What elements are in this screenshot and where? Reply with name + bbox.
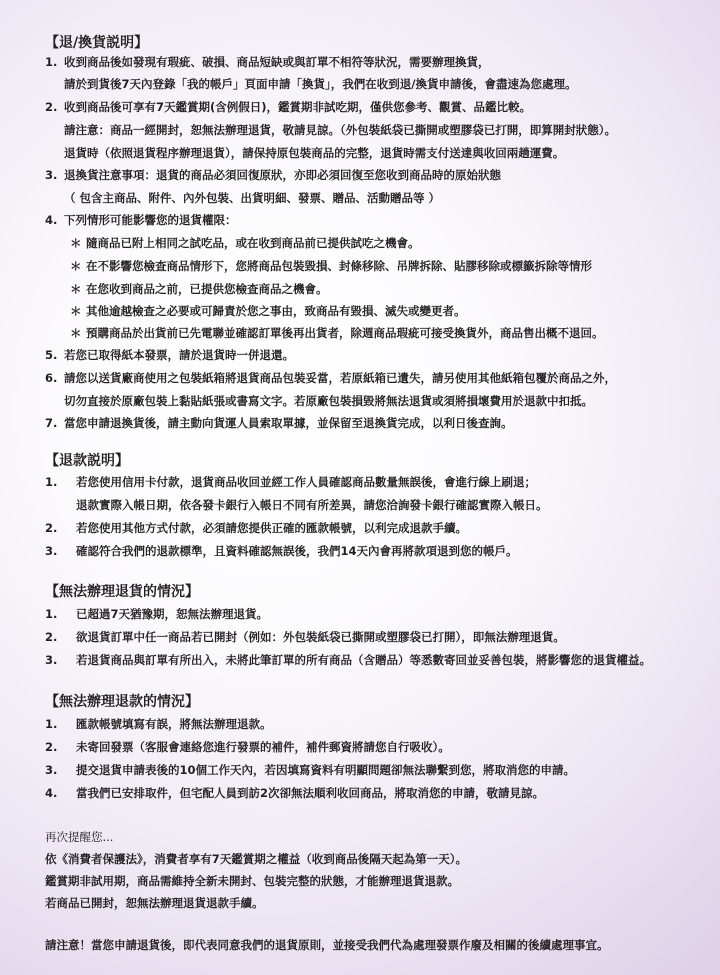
no-refund-item-4-line-1: 當我們已安排取件，但宅配人員到訪2次卻無法順利收回商品，將取消您的申請，敬請見諒。: [76, 786, 544, 800]
no-return-item-2-line-1: 欲退貨訂單中任一商品若已開封（例如：外包裝紙袋已撕開或塑膠袋已打開），即無法辦理退貨。: [76, 630, 565, 644]
no-return-item-1-number: 1.: [45, 607, 58, 621]
returns-item-4-number: 4.: [45, 213, 58, 227]
refund-item-1-number: 1.: [45, 475, 58, 489]
returns-item-2-line-3: 退貨時（依照退貨程序辦理退貨），請保持原包裝商品的完整，退貨時需支付送達與收回兩趟運費。: [64, 146, 565, 160]
refund-item-1-line-2: 退款實際入帳日期，依各發卡銀行入帳日不同有所差異，請您洽詢發卡銀行確認實際入帳日。: [76, 498, 548, 512]
returns-item-5-line-1: 若您已取得紙本發票，請於退貨時一併退還。: [64, 348, 294, 362]
returns-item-7-line-1: 當您申請退換貨後，請主動向貨運人員索取單據，並保留至退換貨完成，以利日後查詢。: [64, 416, 513, 430]
returns-item-2-number: 2.: [45, 100, 58, 114]
returns-item-3-number: 3.: [45, 168, 58, 182]
no-refund-item-3-number: 3.: [45, 763, 58, 777]
no-return-item-1-line-1: 已超過7天猶豫期，恕無法辦理退貨。: [76, 607, 268, 621]
no-refund-item-1-number: 1.: [45, 717, 58, 731]
no-refund-heading: 【無法辦理退款的情況】: [45, 694, 199, 710]
returns-item-5-number: 5.: [45, 348, 58, 362]
bullet-star: ＊: [70, 236, 82, 250]
returns-bullet-4: 其他逾越檢查之必要或可歸責於您之事由，致商品有毀損、滅失或變更者。: [86, 304, 466, 318]
returns-bullet-3: 在您收到商品之前，已提供您檢查商品之機會。: [86, 282, 328, 296]
returns-bullet-2: 在不影響您檢查商品情形下，您將商品包裝毀損、封條移除、吊牌拆除、貼膠移除或標籤拆除等情形: [86, 259, 592, 273]
returns-item-1-line-1: 收到商品後如發現有瑕疵、破損、商品短缺或與訂單不相符等狀況，需要辦理換貨，: [64, 55, 490, 69]
returns-item-6-number: 6.: [45, 371, 58, 385]
returns-heading: 【退/換貨説明】: [45, 35, 149, 51]
refund-item-2-number: 2.: [45, 521, 58, 535]
refund-item-2-line-1: 若您使用其他方式付款，必須請您提供正確的匯款帳號，以利完成退款手續。: [76, 521, 467, 535]
returns-item-6-line-1: 請您以送貨廠商使用之包裝紙箱將退貨商品包裝妥當，若原紙箱已遺失，請另使用其他紙箱包覆於商品之外，: [64, 371, 616, 385]
returns-item-3-line-2: （ 包含主商品、附件、內外包裝、出貨明細、發票、贈品、活動贈品等 ）: [64, 191, 441, 205]
returns-item-1-line-2: 請於到貨後7天內登錄「我的帳戶」頁面申請「換貨」，我們在收到退/換貨申請後，會盡速為您處理。: [64, 77, 577, 91]
bullet-star: ＊: [70, 259, 82, 273]
reminder-line-3: 鑑賞期非試用期，商品需維持全新未開封、包裝完整的狀態，才能辦理退貨退款。: [45, 874, 459, 888]
returns-item-4-line-1: 下列情形可能影響您的退貨權限：: [64, 213, 237, 227]
no-refund-item-1-line-1: 匯款帳號填寫有誤，將無法辦理退款。: [76, 717, 272, 731]
refund-heading: 【退款説明】: [45, 453, 129, 469]
returns-item-6-line-2: 切勿直接於原廠包裝上黏貼紙張或書寫文字。若原廠包裝損毀將無法退貨或須將損壞費用於退款中扣抵。: [64, 394, 593, 408]
bullet-star: ＊: [70, 304, 82, 318]
no-refund-item-2-number: 2.: [45, 740, 58, 754]
no-refund-item-2-line-1: 未寄回發票（客服會連絡您進行發票的補件，補件郵資將請您自行吸收）。: [76, 740, 450, 754]
no-return-item-3-number: 3.: [45, 653, 58, 667]
no-return-item-2-number: 2.: [45, 630, 58, 644]
refund-item-1-line-1: 若您使用信用卡付款，退貨商品收回並經工作人員確認商品數量無誤後，會進行線上刷退；: [76, 475, 536, 489]
bullet-star: ＊: [70, 282, 82, 296]
no-refund-item-4-number: 4.: [45, 786, 58, 800]
returns-item-3-line-1: 退換貨注意事項：退貨的商品必須回復原狀，亦即必須回復至您收到商品時的原始狀態: [64, 168, 501, 182]
returns-item-2-line-2: 請注意：商品一經開封，恕無法辦理退貨，敬請見諒。（外包裝紙袋已撕開或塑膠袋已打開，即算開封狀態）。: [64, 123, 616, 137]
no-return-heading: 【無法辦理退貨的情況】: [45, 584, 199, 600]
returns-bullet-1: 隨商品已附上相同之試吃品，或在收到商品前已提供試吃之機會。: [86, 236, 420, 250]
returns-item-1-number: 1.: [45, 55, 58, 69]
reminder-line-1: 再次提醒您...: [45, 830, 114, 844]
no-return-item-3-line-1: 若退貨商品與訂單有所出入，未將此筆訂單的所有商品（含贈品）等悉數寄回並妥善包裝，將影響您的退貨權益。: [76, 653, 651, 667]
final-notice: 請注意！當您申請退貨後，即代表同意我們的退貨原則，並接受我們代為處理發票作廢及相關的後續處理事宜。: [45, 938, 609, 952]
refund-item-3-line-1: 確認符合我們的退款標準，且資料確認無誤後，我們14天內會再將款項退到您的帳戶。: [76, 544, 518, 558]
returns-bullet-5: 預購商品於出貨前已先電聯並確認訂單後再出貨者，除週商品瑕疵可接受換貨外，商品售出概不退回。: [86, 326, 604, 340]
bullet-star: ＊: [70, 326, 82, 340]
refund-item-3-number: 3.: [45, 544, 58, 558]
returns-item-2-line-1: 收到商品後可享有7天鑑賞期(含例假日)，鑑賞期非試吃期，僅供您參考、觀賞、品鑑比較。: [64, 100, 532, 114]
reminder-line-2: 依《消費者保護法》，消費者享有7天鑑賞期之權益（收到商品後隔天起為第一天）。: [45, 852, 467, 866]
no-refund-item-3-line-1: 提交退貨申請表後的10個工作天內，若因填寫資料有明顯問題卻無法聯繫到您，將取消您的申請。: [76, 763, 575, 777]
reminder-line-4: 若商品已開封，恕無法辦理退貨退款手續。: [45, 896, 264, 910]
returns-item-7-number: 7.: [45, 416, 58, 430]
